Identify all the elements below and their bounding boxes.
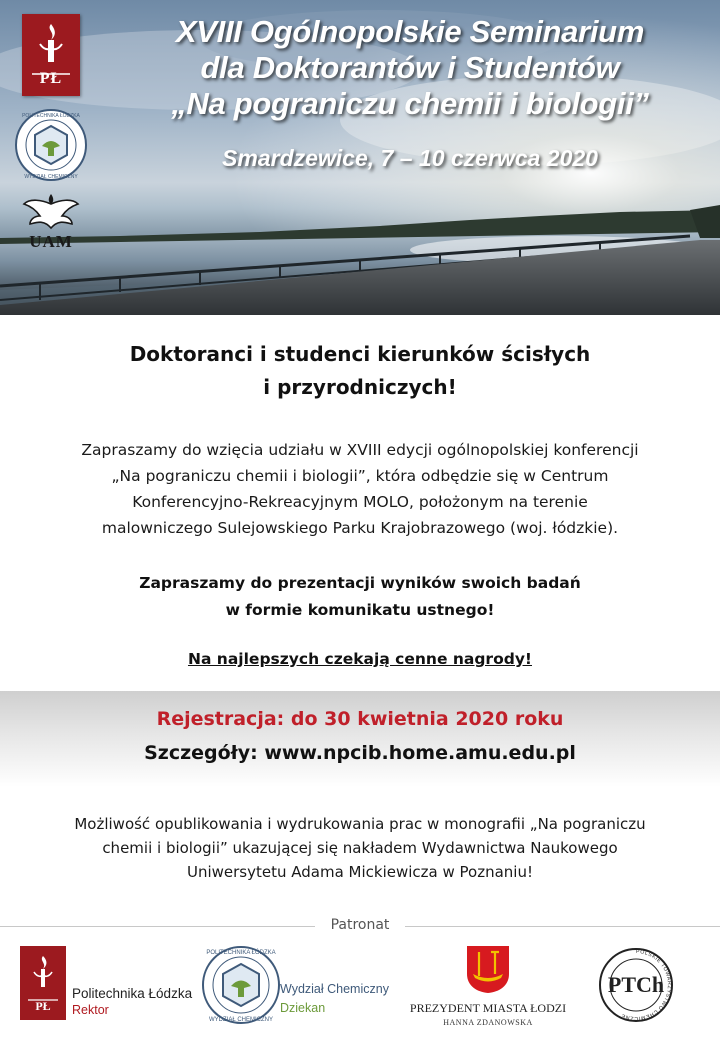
organizer-logos — [14, 14, 94, 250]
invite-line2: w formie komunikatu ustnego! — [225, 601, 495, 619]
patron-wydzial-chemiczny-logo — [200, 944, 282, 1026]
svg-text:POLITECHNIKA ŁÓDZKA: POLITECHNIKA ŁÓDZKA — [22, 113, 80, 119]
patronage-label: Patronat — [330, 917, 390, 933]
svg-text:WYDZIAŁ CHEMICZNY: WYDZIAŁ CHEMICZNY — [24, 174, 78, 180]
patron-wydzial-role: Dziekan — [280, 1001, 326, 1015]
prize-text: Na najlepszych czekają cenne nagrody! — [187, 650, 532, 668]
intro-paragraph — [10, 437, 710, 541]
patron-politechnika-role: Rektor — [72, 1003, 109, 1017]
patron-lodz-person: HANNA ZDANOWSKA — [443, 1018, 533, 1027]
presentation-invite — [20, 570, 700, 624]
patron-lodz-name: PREZYDENT MIASTA ŁODZI — [409, 1001, 567, 1015]
lodz-city-crest-icon — [465, 944, 511, 994]
event-title-block — [110, 14, 710, 172]
details-link[interactable]: Szczegóły: www.npcib.home.amu.edu.pl — [144, 742, 576, 764]
patron-politechnika-logo — [20, 946, 66, 1020]
invite-line1: Zapraszamy do prezentacji wyników swoich badań — [139, 574, 581, 592]
intro-line1: Zapraszamy do wzięcia udziału w XVIII edycji ogólnopolskiej konferencji — [81, 441, 639, 459]
svg-text:PTCh: PTCh — [607, 972, 665, 997]
pl-mark: PŁ — [39, 70, 63, 87]
svg-text:WYDZIAŁ CHEMICZNY: WYDZIAŁ CHEMICZNY — [208, 1017, 274, 1023]
patron-politechnika-name: Politechnika Łódzka — [72, 986, 193, 1001]
event-title-line3: „Na pograniczu chemii i biologii” — [171, 86, 649, 121]
eagle-icon — [20, 188, 82, 236]
publish-line1: Możliwość opublikowania i wydrukowania prac w monografii „Na pograniczu — [74, 815, 646, 833]
publish-line3: Uniwersytetu Adama Mickiewicza w Poznaniu! — [186, 863, 533, 881]
event-title-line1: XVIII Ogólnopolskie Seminarium — [175, 14, 645, 49]
prize-notice — [20, 646, 700, 673]
politechnika-lodzka-logo — [22, 14, 80, 96]
uam-text: UAM — [29, 232, 73, 251]
intro-line2: „Na pograniczu chemii i biologii”, która odbędzie się w Centrum — [111, 467, 609, 485]
registration-deadline: Rejestracja: do 30 kwietnia 2020 roku — [156, 708, 564, 730]
publication-info — [20, 812, 700, 884]
patron-pl-mark: PŁ — [35, 999, 51, 1013]
ptch-society-logo — [597, 946, 675, 1024]
svg-text:POLSKIE TOWARZYSTWO CHEMICZNE: POLSKIE TOWARZYSTWO CHEMICZNE — [620, 948, 673, 1022]
publish-line2: chemii i biologii” ukazującej się nakładem Wydawnictwa Naukowego — [102, 839, 618, 857]
headline-line1: Doktoranci i studenci kierunków ścisłych — [129, 342, 591, 366]
uam-logo — [20, 188, 82, 250]
event-title-line2: dla Doktorantów i Studentów — [200, 50, 620, 85]
audience-headline — [20, 338, 700, 404]
header-banner — [0, 0, 720, 315]
intro-line3: Konferencyjno-Rekreacyjnym MOLO, położonym na terenie — [132, 493, 588, 511]
patron-wydzial-name: Wydział Chemiczny — [280, 982, 389, 996]
wydzial-chemiczny-logo — [14, 108, 88, 182]
svg-text:POLITECHNIKA ŁÓDZKA: POLITECHNIKA ŁÓDZKA — [206, 950, 276, 956]
headline-line2: i przyrodniczych! — [263, 375, 457, 399]
intro-line4: malowniczego Sulejowskiego Parku Krajobrazowego (woj. łódzkie). — [101, 519, 619, 537]
event-location-dates: Smardzewice, 7 – 10 czerwca 2020 — [222, 145, 598, 171]
